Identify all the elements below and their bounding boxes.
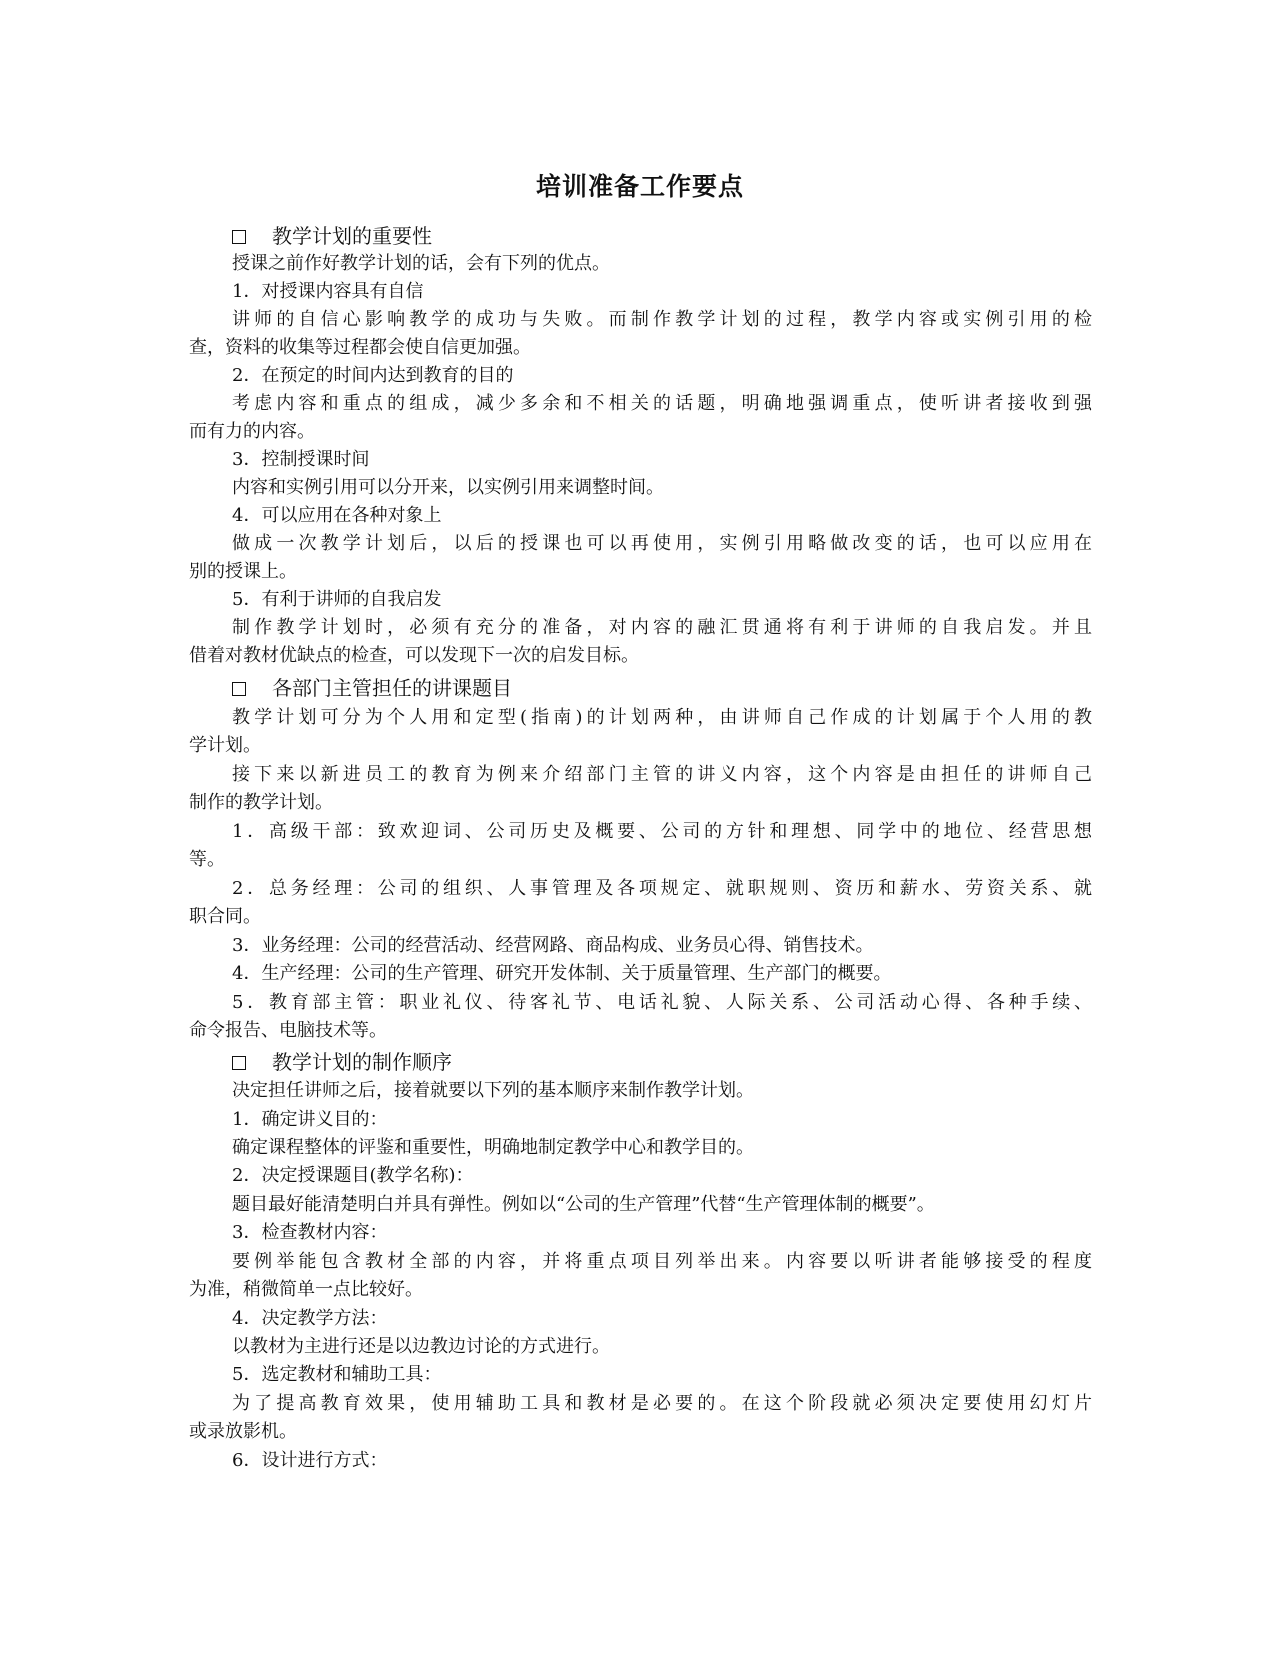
list-item-line: 4．生产经理：公司的生产管理、研究开发体制、关于质量管理、生产部门的概要。 [232,963,892,984]
item-label: 1．对授课内容具有自信 [232,281,424,302]
list-item-line: 命令报告、电脑技术等。 [189,1020,387,1041]
item-text-line: 查，资料的收集等过程都会使自信更加强。 [189,337,531,358]
item-label: 4．可以应用在各种对象上 [232,505,442,526]
item-text-line: 确定课程整体的评鉴和重要性，明确地制定教学中心和教学目的。 [232,1137,754,1158]
section-heading-text: 各部门主管担任的讲课题目 [272,676,512,700]
section-heading-teaching-plan-procedure [232,1047,452,1077]
item-text-line: 而有力的内容。 [189,421,315,442]
item-text-line: 或录放影机。 [189,1421,297,1442]
checkbox-square-icon [232,230,246,244]
item-text-line: 为了提高教育效果，使用辅助工具和教材是必要的。在这个阶段就必须决定要使用幻灯片 [232,1393,1092,1414]
item-label: 2．在预定的时间内达到教育的目的 [232,365,514,386]
section-intro: 决定担任讲师之后，接着就要以下列的基本顺序来制作教学计划。 [232,1080,754,1101]
list-item-line: 1．高级干部：致欢迎词、公司历史及概要、公司的方针和理想、同学中的地位、经营思想 [232,821,1092,842]
paragraph-line: 教学计划可分为个人用和定型(指南)的计划两种，由讲师自己作成的计划属于个人用的教 [232,707,1092,728]
item-text-line: 内容和实例引用可以分开来，以实例引用来调整时间。 [232,477,664,498]
item-text-line: 制作教学计划时，必须有充分的准备，对内容的融汇贯通将有利于讲师的自我启发。并且 [232,617,1092,638]
list-item-line: 2．总务经理：公司的组织、人事管理及各项规定、就职规则、资历和薪水、劳资关系、就 [232,878,1092,899]
item-text-line: 以教材为主进行还是以边教边讨论的方式进行。 [232,1336,610,1357]
item-label: 5．有利于讲师的自我启发 [232,589,442,610]
list-item-line: 等。 [189,849,225,870]
item-text-line: 为准，稍微简单一点比较好。 [189,1279,423,1300]
item-text-line: 讲师的自信心影响教学的成功与失败。而制作教学计划的过程，教学内容或实例引用的检 [232,309,1092,330]
item-label: 3．控制授课时间 [232,449,370,470]
list-item-line: 职合同。 [189,906,261,927]
section-heading-teaching-plan-importance [232,221,432,251]
item-text-line: 借着对教材优缺点的检查，可以发现下一次的启发目标。 [189,645,639,666]
section-intro: 授课之前作好教学计划的话，会有下列的优点。 [232,253,610,274]
checkbox-square-icon [232,1056,246,1070]
section-heading-text: 教学计划的重要性 [272,224,432,248]
paragraph-line: 学计划。 [189,735,261,756]
item-label: 1．确定讲义目的： [232,1109,388,1130]
item-text-line: 别的授课上。 [189,561,297,582]
item-label: 6．设计进行方式： [232,1450,388,1471]
paragraph-line: 接下来以新进员工的教育为例来介绍部门主管的讲义内容，这个内容是由担任的讲师自己 [232,764,1092,785]
document-title: 培训准备工作要点 [535,171,744,201]
section-heading-text: 教学计划的制作顺序 [272,1050,452,1074]
item-text-line: 要例举能包含教材全部的内容，并将重点项目列举出来。内容要以听讲者能够接受的程度 [232,1251,1092,1272]
item-label: 4．决定教学方法： [232,1308,388,1329]
item-label: 2．决定授课题目(教学名称)： [232,1165,474,1186]
list-item-line: 3．业务经理：公司的经营活动、经营网路、商品构成、业务员心得、销售技术。 [232,935,874,956]
item-label: 3．检查教材内容： [232,1222,388,1243]
checkbox-square-icon [232,682,246,696]
section-heading-department-lecture-topics [232,673,512,703]
item-text-line: 做成一次教学计划后，以后的授课也可以再使用，实例引用略做改变的话，也可以应用在 [232,533,1092,554]
paragraph-line: 制作的教学计划。 [189,792,333,813]
item-text-line: 题目最好能清楚明白并具有弹性。例如以“公司的生产管理”代替“生产管理体制的概要”。 [232,1194,935,1215]
item-label: 5．选定教材和辅助工具： [232,1364,442,1385]
list-item-line: 5．教育部主管：职业礼仪、待客礼节、电话礼貌、人际关系、公司活动心得、各种手续、 [232,992,1092,1013]
item-text-line: 考虑内容和重点的组成，减少多余和不相关的话题，明确地强调重点，使听讲者接收到强 [232,393,1092,414]
